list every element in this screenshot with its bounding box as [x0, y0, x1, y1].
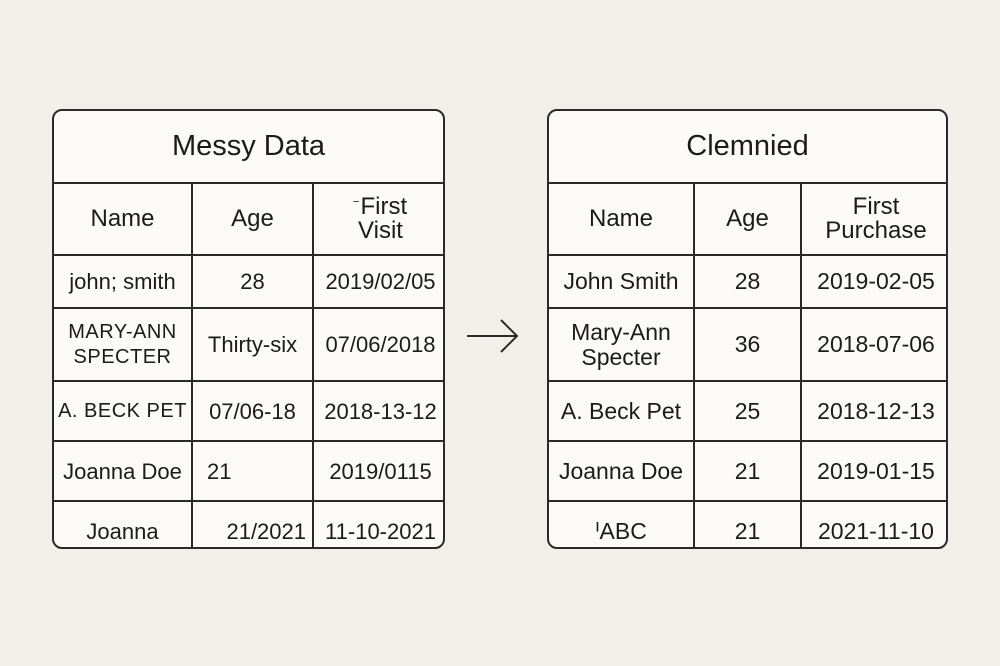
name-cell: John Smith: [549, 255, 694, 308]
date-cell: 2019/0115: [313, 441, 445, 501]
name-cell: ᑊABC: [549, 501, 694, 549]
date-cell: 07/06/2018: [313, 308, 445, 381]
date-cell: 2021-11-10: [801, 501, 948, 549]
table-row: [549, 501, 948, 549]
name-cell: Joanna: [54, 501, 192, 549]
name-cell: A. Beck Pet: [549, 381, 694, 441]
cleaned-data-title: Clemnied: [549, 111, 946, 184]
header-first-visit-line2: Visit: [358, 217, 403, 244]
name-cell: Joanna Doe: [54, 441, 192, 501]
table-row: [54, 381, 445, 441]
age-cell: 28: [192, 255, 313, 308]
name-line1: Mary-Ann: [571, 318, 671, 345]
age-cell: Thirty-six: [192, 308, 313, 381]
date-cell: 2019-02-05: [801, 255, 948, 308]
table-row: [549, 255, 948, 308]
header-first-purchase: [801, 184, 948, 255]
date-cell: 11-10-2021: [313, 501, 445, 549]
header-name: Name: [549, 184, 694, 255]
date-cell: 2018-07-06: [801, 308, 948, 381]
header-first-visit: [313, 184, 445, 255]
header-age: Age: [192, 184, 313, 255]
name-line2: Specter: [581, 343, 661, 370]
right-arrow-icon: [463, 316, 523, 356]
cleaned-data-panel: [547, 109, 948, 549]
cleaned-data-table: [549, 184, 948, 549]
age-cell: 21: [694, 501, 801, 549]
age-cell: 28: [694, 255, 801, 308]
name-cell: Joanna Doe: [549, 441, 694, 501]
age-cell: 21: [694, 441, 801, 501]
age-cell: 25: [694, 381, 801, 441]
header-name: Name: [54, 184, 192, 255]
name-cell: john; smith: [54, 255, 192, 308]
date-cell: 2019/02/05: [313, 255, 445, 308]
header-age: Age: [694, 184, 801, 255]
age-cell: 21: [192, 441, 313, 501]
header-first-purchase-line2: Purchase: [825, 217, 927, 244]
table-header-row: [54, 184, 445, 255]
name-line2: SPECTER: [73, 345, 172, 368]
table-row: [54, 255, 445, 308]
age-cell: 21/2021: [192, 501, 313, 549]
table-row: [54, 308, 445, 381]
table-row: [549, 308, 948, 381]
name-cell: A. BECK PET: [54, 381, 192, 441]
table-row: [549, 381, 948, 441]
date-cell: 2018-13-12: [313, 381, 445, 441]
age-cell: 07/06-18: [192, 381, 313, 441]
table-row: [549, 441, 948, 501]
name-cell: [54, 308, 192, 381]
table-row: [54, 441, 445, 501]
table-row: [54, 501, 445, 549]
name-cell: [549, 308, 694, 381]
age-cell: 36: [694, 308, 801, 381]
messy-data-table: [54, 184, 445, 549]
table-header-row: [549, 184, 948, 255]
date-cell: 2018-12-13: [801, 381, 948, 441]
name-line1: MARY-ANN: [68, 320, 177, 343]
header-first-purchase-line1: First: [852, 193, 900, 220]
header-mark: ‾: [353, 199, 359, 215]
header-first-visit-line1: First: [360, 193, 408, 220]
messy-data-panel: [52, 109, 445, 549]
messy-data-title: Messy Data: [54, 111, 443, 184]
date-cell: 2019-01-15: [801, 441, 948, 501]
